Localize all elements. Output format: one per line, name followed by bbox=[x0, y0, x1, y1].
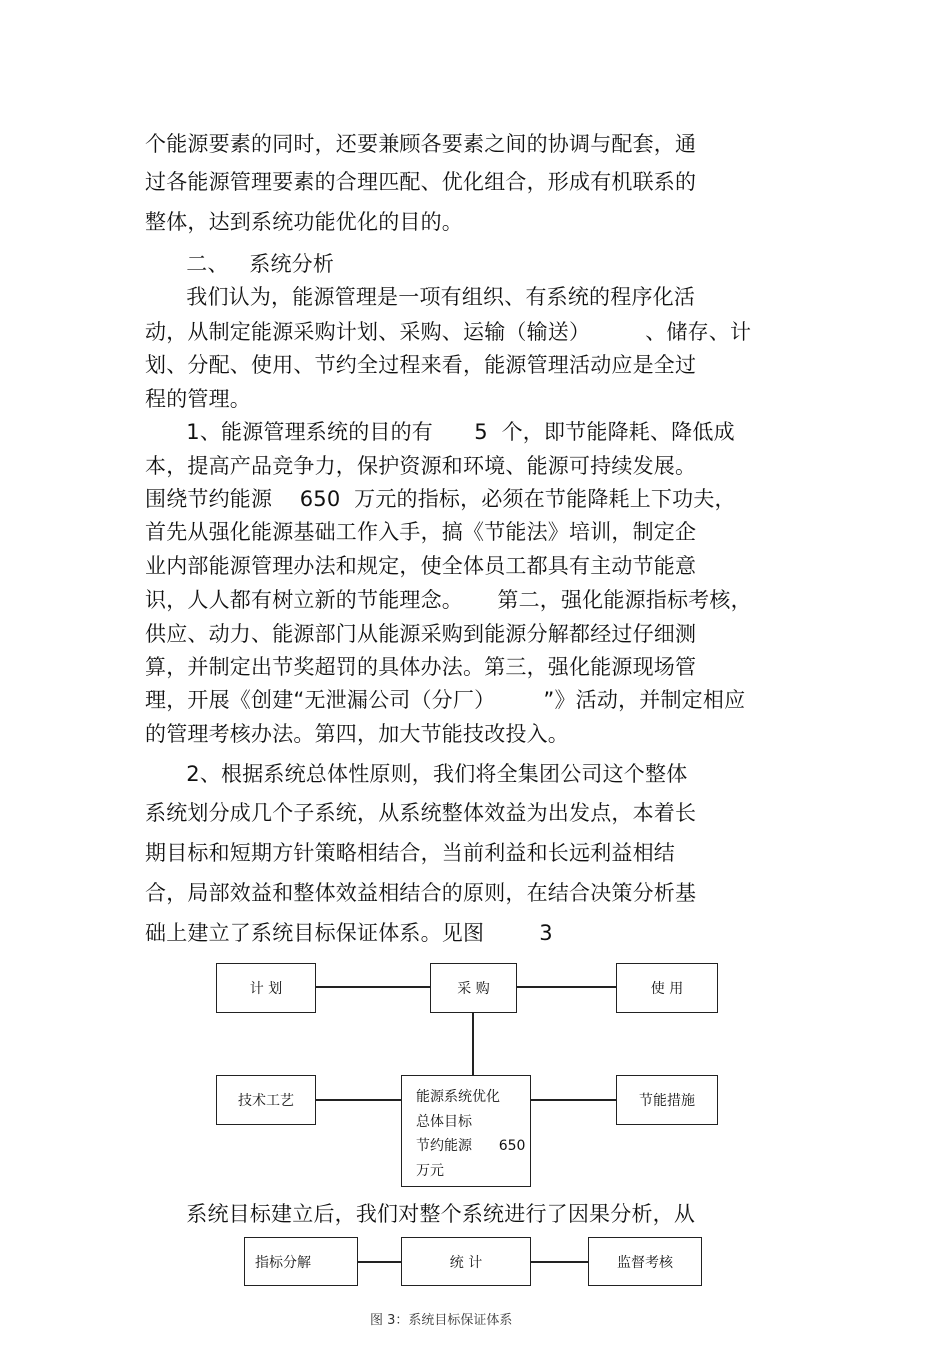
paragraph-line-5: 我们认为，能源管理是一项有组织、有系统的程序化活 bbox=[145, 285, 696, 309]
paragraph-line-7: 划、分配、使用、节约全过程来看，能源管理活动应是全过 bbox=[145, 353, 697, 377]
purchase-label: 采 购 bbox=[457, 981, 490, 997]
connector-center-measures bbox=[530, 1099, 616, 1101]
use-box bbox=[616, 963, 718, 1013]
paragraph-overlap-line: 系统目标建立后，我们对整个系统进行了因果分析，从 bbox=[145, 1202, 696, 1226]
paragraph-line-21: 期目标和短期方针策略相结合，当前利益和长远利益相结 bbox=[145, 841, 675, 865]
paragraph-line-19: 2、根据系统总体性原则，我们将全集团公司这个整体 bbox=[145, 762, 688, 786]
paragraph-line-14: 识，人人都有树立新的节能理念。 第二，强化能源指标考核， bbox=[145, 588, 752, 612]
measures-box bbox=[616, 1075, 718, 1125]
paragraph-line-10: 本，提高产品竞争力，保护资源和环境、能源可持续发展。 bbox=[145, 454, 697, 478]
use-label: 使 用 bbox=[650, 981, 684, 997]
figure-caption: 图 3：系统目标保证体系 bbox=[370, 1313, 513, 1328]
paragraph-line-11: 围绕节约能源 650 万元的指标，必须在节能降耗上下功夫， bbox=[145, 487, 736, 511]
measures-label: 节能措施 bbox=[639, 1093, 695, 1109]
paragraph-line-1: 个能源要素的同时，还要兼顾各要素之间的协调与配套，通 bbox=[145, 132, 697, 156]
paragraph-line-3: 整体，达到系统功能优化的目的。 bbox=[145, 210, 463, 234]
center-line-4: 万元 bbox=[416, 1162, 444, 1179]
indicator-label: 指标分解 bbox=[255, 1254, 311, 1271]
tech-box bbox=[216, 1075, 316, 1125]
connector-purchase-center bbox=[472, 1011, 474, 1076]
stats-box bbox=[401, 1237, 531, 1286]
center-line-2: 总体目标 bbox=[416, 1113, 472, 1130]
paragraph-line-12: 首先从强化能源基础工作入手，搞《节能法》培训，制定企 bbox=[145, 520, 697, 544]
supervise-label: 监督考核 bbox=[617, 1254, 673, 1271]
paragraph-line-17: 理，开展《创建“无泄漏公司（分厂） ”》活动，并制定相应 bbox=[145, 688, 746, 712]
paragraph-line-15: 供应、动力、能源部门从能源采购到能源分解都经过仔细测 bbox=[145, 622, 697, 646]
tech-label: 技术工艺 bbox=[238, 1093, 294, 1109]
paragraph-line-23: 础上建立了系统目标保证体系。见图 3 bbox=[145, 921, 553, 945]
purchase-box bbox=[430, 963, 517, 1013]
paragraph-line-22: 合，局部效益和整体效益相结合的原则，在结合决策分析基 bbox=[145, 881, 697, 905]
connector-stats-supervise bbox=[530, 1261, 588, 1263]
center-line-1: 能源系统优化 bbox=[416, 1089, 500, 1105]
section-heading: 二、 系统分析 bbox=[145, 252, 335, 276]
indicator-box bbox=[244, 1237, 358, 1286]
connector-plan-purchase bbox=[316, 986, 430, 988]
paragraph-line-6: 动，从制定能源采购计划、采购、运输（输送） 、储存、计 bbox=[145, 320, 752, 344]
paragraph-line-16: 算，并制定出节奖超罚的具体办法。第三，强化能源现场管 bbox=[145, 655, 697, 679]
connector-purchase-use bbox=[517, 986, 616, 988]
connector-tech-center bbox=[316, 1099, 401, 1101]
connector-indicator-stats bbox=[358, 1261, 402, 1263]
paragraph-line-13: 业内部能源管理办法和规定，使全体员工都具有主动节能意 bbox=[145, 554, 697, 578]
plan-label: 计 划 bbox=[249, 981, 283, 997]
paragraph-line-8: 程的管理。 bbox=[145, 387, 251, 411]
supervise-box bbox=[588, 1237, 702, 1286]
plan-box bbox=[216, 963, 316, 1013]
stats-label: 统 计 bbox=[449, 1254, 483, 1271]
paragraph-line-9: 1、能源管理系统的目的有 5 个，即节能降耗、降低成 bbox=[145, 420, 735, 444]
paragraph-line-20: 系统划分成几个子系统，从系统整体效益为出发点，本着长 bbox=[145, 801, 697, 825]
paragraph-line-2: 过各能源管理要素的合理匹配、优化组合，形成有机联系的 bbox=[145, 170, 697, 194]
paragraph-line-18: 的管理考核办法。第四，加大节能技改投入。 bbox=[145, 722, 569, 746]
center-line-3: 节约能源 650 bbox=[416, 1138, 526, 1154]
center-goal-box bbox=[401, 1075, 531, 1187]
